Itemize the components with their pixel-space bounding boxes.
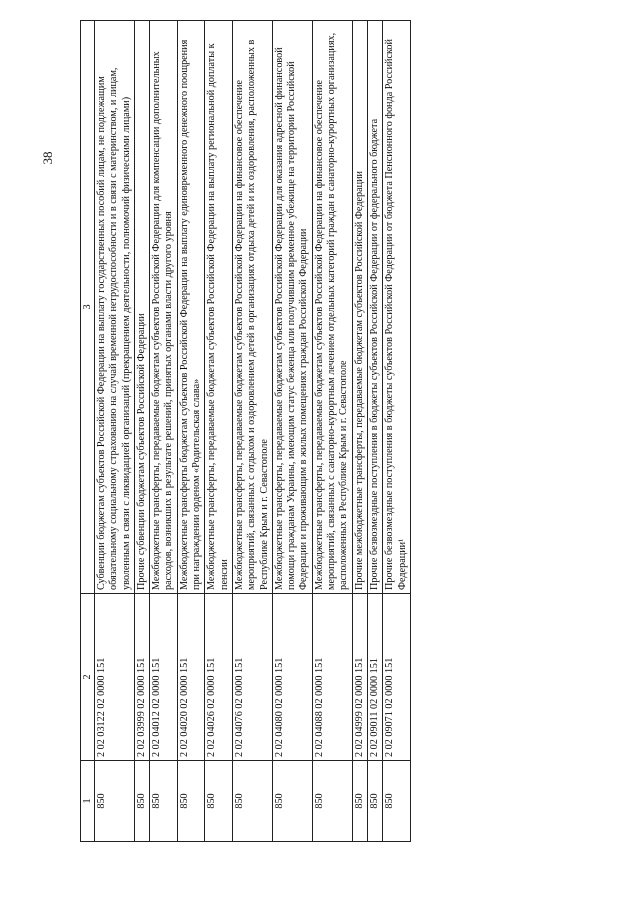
table-row xyxy=(134,21,149,842)
admin-code-cell: 850 xyxy=(150,761,178,842)
admin-code-cell: 850 xyxy=(205,761,233,842)
table-row xyxy=(272,21,312,842)
budget-code-cell: 2 02 09071 02 0000 151 xyxy=(383,594,411,761)
revenue-name-cell: Прочие субвенции бюджетам субъектов Российской Федерации xyxy=(134,21,149,594)
admin-code-cell: 850 xyxy=(272,761,312,842)
table-body xyxy=(81,21,411,842)
table-container xyxy=(80,32,552,842)
table-row xyxy=(150,21,178,842)
budget-code-cell: 2 02 04088 02 0000 151 xyxy=(312,594,352,761)
budget-code-cell: 2 02 04080 02 0000 151 xyxy=(272,594,312,761)
revenue-name-cell: Прочие безвозмездные поступления в бюджеты субъектов Российской Федерации от бюджета Пенсионного фонда Российской Федерации¹ xyxy=(383,21,411,594)
admin-code-cell: 850 xyxy=(312,761,352,842)
header-col-3: 3 xyxy=(81,21,95,594)
budget-code-cell: 2 02 03122 02 0000 151 xyxy=(95,594,135,761)
revenue-name-cell: Межбюджетные трансферты бюджетам субъектов Российской Федерации на выплату единовременного денежного поощрения при награждении орденом «Родительская слава» xyxy=(177,21,205,594)
admin-code-cell: 850 xyxy=(95,761,135,842)
admin-code-cell: 850 xyxy=(352,761,367,842)
revenue-name-cell: Межбюджетные трансферты, передаваемые бюджетам субъектов Российской Федерации на финансовое обеспечение мероприятий, связанных с санаторно-курортным лечением отдельных категорий граждан в санаторно-курортных организациях, расположенных в Республике Крым и г. Севастополе xyxy=(312,21,352,594)
revenue-name-cell: Прочие межбюджетные трансферты, передаваемые бюджетам субъектов Российской Федерации xyxy=(352,21,367,594)
header-col-2: 2 xyxy=(81,594,95,761)
table-row xyxy=(95,21,135,842)
budget-code-cell: 2 02 04012 02 0000 151 xyxy=(150,594,178,761)
budget-code-cell: 2 02 04020 02 0000 151 xyxy=(177,594,205,761)
page-number: 38 xyxy=(40,151,55,165)
admin-code-cell: 850 xyxy=(367,761,382,842)
revenue-name-cell: Межбюджетные трансферты, передаваемые бюджетам субъектов Российской Федерации на выплату региональной доплаты к пенсии xyxy=(205,21,233,594)
revenue-codes-table xyxy=(80,20,411,842)
budget-code-cell: 2 02 09011 02 0000 151 xyxy=(367,594,382,761)
table-row xyxy=(177,21,205,842)
budget-code-cell: 2 02 04026 02 0000 151 xyxy=(205,594,233,761)
table-row xyxy=(383,21,411,842)
admin-code-cell: 850 xyxy=(232,761,272,842)
admin-code-cell: 850 xyxy=(134,761,149,842)
revenue-name-cell: Субвенции бюджетам субъектов Российской Федерации на выплату государственных пособий лицам, не подлежащим обязательному социальному страхованию на случай временной нетрудоспособности и в связи с материнством, и лицам, уволенным в связи с ликвидацией организаций (прекращением деятельности, полномочий физическими лицами) xyxy=(95,21,135,594)
budget-code-cell: 2 02 04999 02 0000 151 xyxy=(352,594,367,761)
table-row xyxy=(352,21,367,842)
budget-code-cell: 2 02 03999 02 0000 151 xyxy=(134,594,149,761)
admin-code-cell: 850 xyxy=(177,761,205,842)
admin-code-cell: 850 xyxy=(383,761,411,842)
table-row xyxy=(367,21,382,842)
revenue-name-cell: Межбюджетные трансферты, передаваемые бюджетам субъектов Российской Федерации для компенсации дополнительных расходов, возникших в результате решений, принятых органами власти другого уровня xyxy=(150,21,178,594)
revenue-name-cell: Прочие безвозмездные поступления в бюджеты субъектов Российской Федерации от федерального бюджета xyxy=(367,21,382,594)
table-row xyxy=(232,21,272,842)
budget-code-cell: 2 02 04076 02 0000 151 xyxy=(232,594,272,761)
header-col-1: 1 xyxy=(81,761,95,842)
table-header-row xyxy=(81,21,95,842)
table-row xyxy=(205,21,233,842)
table-row xyxy=(312,21,352,842)
revenue-name-cell: Межбюджетные трансферты, передаваемые бюджетам субъектов Российской Федерации на финансовое обеспечение мероприятий, связанных с отдыхом и оздоровлением детей в организациях отдыха детей и их оздоровления, расположенных в Республике Крым и г. Севастополе xyxy=(232,21,272,594)
revenue-name-cell: Межбюджетные трансферты, передаваемые бюджетам субъектов Российской Федерации для оказания адресной финансовой помощи гражданам Украины, имеющим статус беженца или получившим временное убежище на территории Российской Федерации и проживающим в жилых помещениях граждан Российской Федерации xyxy=(272,21,312,594)
